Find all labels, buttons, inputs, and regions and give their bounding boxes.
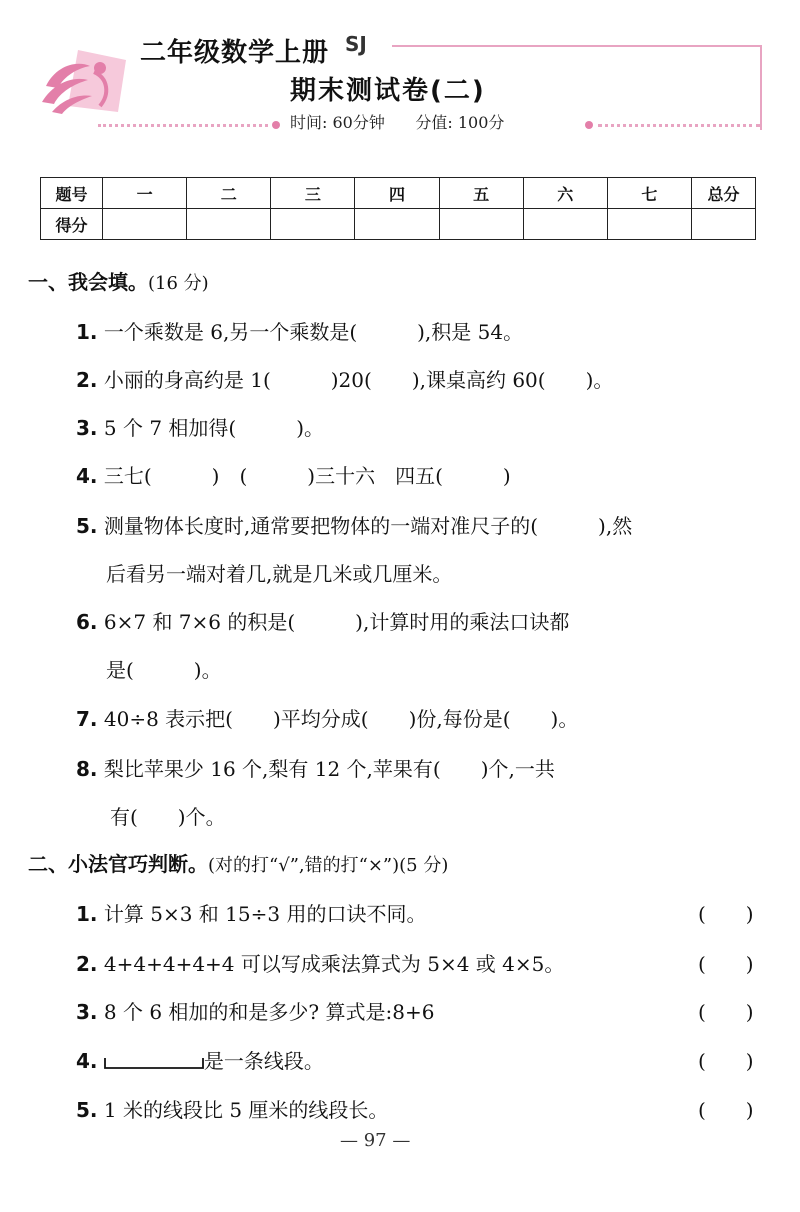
question-1-8 [76,755,555,783]
exam-title: 期末测试卷(二) [290,76,486,106]
question-number: 8. [76,757,98,781]
question-1-7 [76,705,578,733]
score-cell[interactable] [607,209,691,240]
question-1-5-cont: 后看另一端对着几,就是几米或几厘米。 [106,562,453,586]
section1-points: (16 分) [148,273,209,294]
question-1-6 [76,608,569,636]
question-number: 4. [76,1049,98,1073]
answer-paren[interactable]: ( ) [698,952,754,976]
answer-paren[interactable]: ( ) [698,1000,754,1024]
question-number: 3. [76,1000,98,1024]
table-cell: 总分 [692,178,756,209]
score-cell[interactable] [271,209,355,240]
table-cell: 二 [187,178,271,209]
time-limit: 时间: 60分钟 [290,113,385,132]
question-number: 3. [76,416,98,440]
question-text: 4+4+4+4+4 可以写成乘法算式为 5×4 或 4×5。 [103,952,565,976]
bullet-dot-right [585,121,593,129]
judge-question-3 [76,998,434,1026]
question-text: 一个乘数是 6,另一个乘数是( ),积是 54。 [103,320,524,344]
question-text: 是一条线段。 [203,1049,324,1073]
score-cell[interactable] [692,209,756,240]
question-text: 6×7 和 7×6 的积是( ),计算时用的乘法口诀都 [103,610,570,634]
section1-heading [28,268,209,298]
judge-question-4 [76,1047,324,1075]
question-1-4 [76,462,511,490]
question-number: 6. [76,610,98,634]
section1-title: 一、我会填。 [28,270,148,294]
question-text: 1 米的线段比 5 厘米的线段长。 [103,1098,389,1122]
question-number: 1. [76,320,98,344]
question-text: 梨比苹果少 16 个,梨有 12 个,苹果有( )个,一共 [103,757,555,781]
judge-question-2 [76,950,564,978]
score-cell[interactable] [103,209,187,240]
answer-paren[interactable]: ( ) [698,1049,754,1073]
question-text: 测量物体长度时,通常要把物体的一端对准尺子的( ),然 [103,514,633,538]
edition-badge: SJ [345,32,367,56]
page-number: — 97 — [340,1130,411,1151]
table-cell: 一 [103,178,187,209]
question-number: 5. [76,1098,98,1122]
question-1-6-cont: 是( )。 [106,658,222,682]
question-number: 5. [76,514,98,538]
answer-paren[interactable]: ( ) [698,902,754,926]
question-number: 2. [76,952,98,976]
question-1-5 [76,512,632,540]
judge-question-5 [76,1096,388,1124]
book-title: 二年级数学上册 [140,38,330,68]
table-cell: 得分 [41,209,103,240]
header-frame-right [760,45,762,130]
score-cell[interactable] [355,209,439,240]
question-1-3 [76,414,324,442]
score-table-header-row [41,178,756,209]
table-cell: 题号 [41,178,103,209]
book-logo-icon [38,42,130,118]
score-cell[interactable] [523,209,607,240]
question-text: 5 个 7 相加得( )。 [103,416,325,440]
question-number: 4. [76,464,98,488]
table-cell: 七 [607,178,691,209]
question-text: 计算 5×3 和 15÷3 用的口诀不同。 [103,902,427,926]
dotted-divider-left [98,124,268,127]
dotted-divider-right [598,124,760,127]
question-1-8-cont: 有( )个。 [110,805,226,829]
score-cell[interactable] [187,209,271,240]
line-segment-figure [104,1056,204,1070]
judge-question-1 [76,900,426,928]
question-text: 8 个 6 相加的和是多少? 算式是:8+6 [103,1000,435,1024]
table-cell: 四 [355,178,439,209]
score-table-score-row [41,209,756,240]
score-cell[interactable] [439,209,523,240]
table-cell: 三 [271,178,355,209]
score-table [40,177,756,240]
total-score: 分值: 100分 [415,113,505,132]
table-cell: 六 [523,178,607,209]
section2-heading [28,850,448,880]
exam-meta [290,110,504,133]
question-1-2 [76,366,613,394]
header-frame-top [392,45,762,47]
bullet-dot-left [272,121,280,129]
question-text: 三七( ) ( )三十六 四五( ) [103,464,511,488]
question-text: 40÷8 表示把( )平均分成( )份,每份是( )。 [103,707,579,731]
question-number: 1. [76,902,98,926]
question-number: 7. [76,707,98,731]
section2-title: 二、小法官巧判断。 [28,852,208,876]
answer-paren[interactable]: ( ) [698,1098,754,1122]
question-1-1 [76,318,523,346]
question-text: 小丽的身高约是 1( )20( ),课桌高约 60( )。 [103,368,614,392]
table-cell: 五 [439,178,523,209]
question-number: 2. [76,368,98,392]
section2-points: (对的打“√”,错的打“×”)(5 分) [208,855,449,876]
